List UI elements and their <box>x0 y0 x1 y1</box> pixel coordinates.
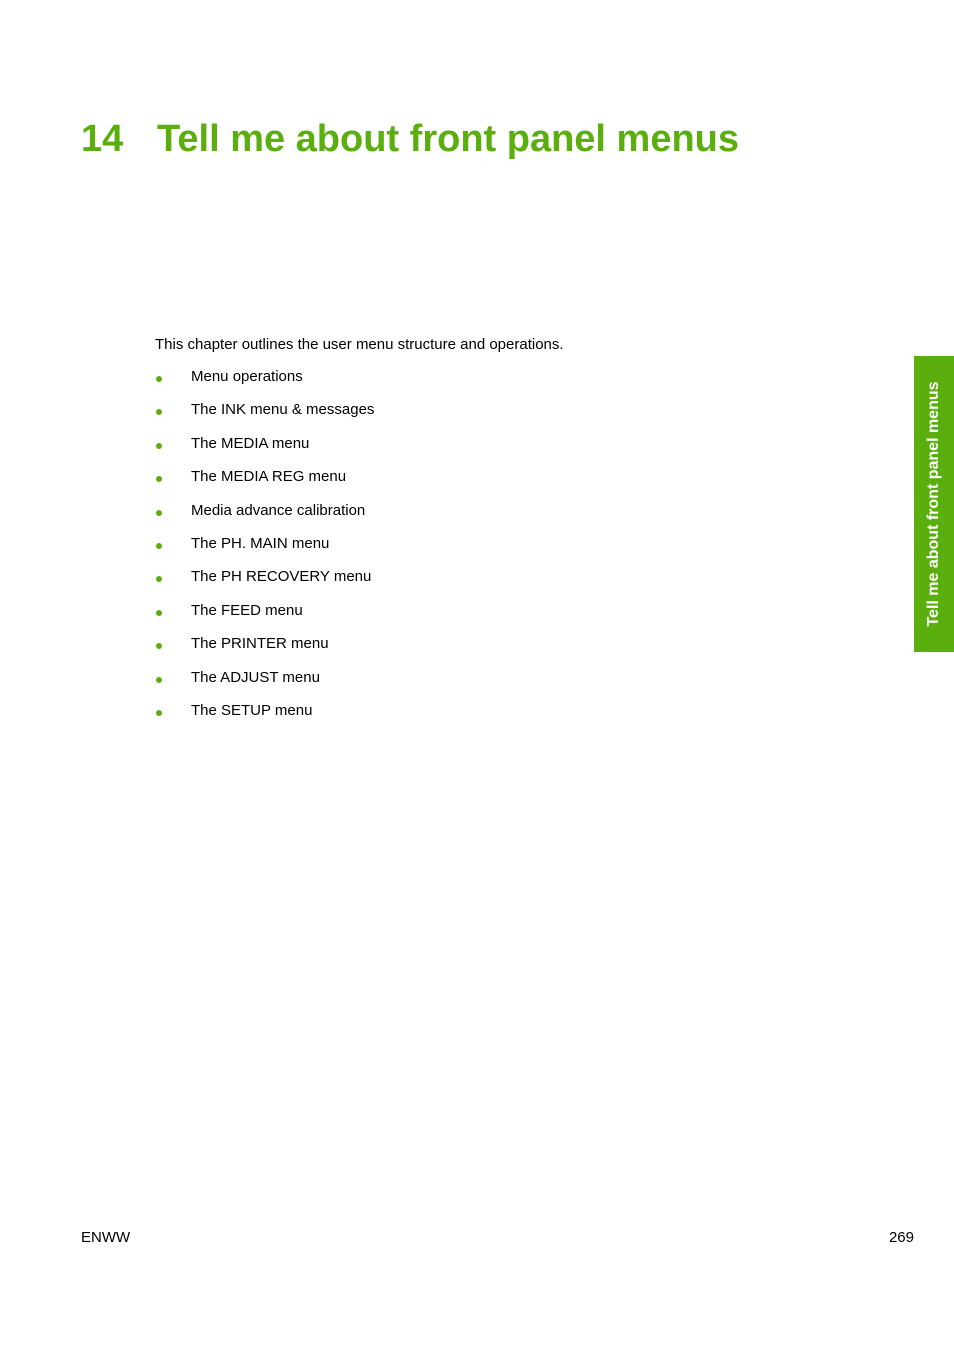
list-item-label: The PH RECOVERY menu <box>191 568 372 586</box>
bullet-icon <box>156 510 162 516</box>
chapter-number: 14 <box>81 118 124 160</box>
list-item-label: The PRINTER menu <box>191 635 329 653</box>
list-item[interactable] <box>155 566 374 599</box>
list-item[interactable] <box>155 433 374 466</box>
list-item-label: The PH. MAIN menu <box>191 534 330 552</box>
list-item-label: The FEED menu <box>191 601 303 619</box>
list-item[interactable] <box>155 466 374 499</box>
list-item-label: The SETUP menu <box>191 701 313 719</box>
list-item-label: The ADJUST menu <box>191 668 320 686</box>
chapter-side-tab <box>914 356 954 652</box>
list-item[interactable] <box>155 667 374 700</box>
list-item-label: The MEDIA REG menu <box>191 468 347 486</box>
bullet-icon <box>156 409 162 415</box>
bullet-icon <box>156 677 162 683</box>
bullet-icon <box>156 710 162 716</box>
side-tab-label: Tell me about front panel menus <box>925 381 942 627</box>
list-item[interactable] <box>155 366 374 399</box>
topic-list <box>155 366 374 733</box>
page-number: 269 <box>888 1229 914 1246</box>
list-item-label: The MEDIA menu <box>191 434 310 452</box>
bullet-icon <box>156 576 162 582</box>
list-item[interactable] <box>155 399 374 432</box>
bullet-icon <box>156 643 162 649</box>
list-item-label: The INK menu & messages <box>191 401 375 419</box>
bullet-icon <box>156 610 162 616</box>
chapter-title <box>81 112 739 166</box>
footer-label: ENWW <box>81 1229 131 1246</box>
list-item-label: Menu operations <box>191 368 303 385</box>
list-item-label: Media advance calibration <box>191 501 366 519</box>
intro-paragraph: This chapter outlines the user menu structure and operations. <box>155 336 564 353</box>
list-item[interactable] <box>155 533 374 566</box>
list-item[interactable] <box>155 633 374 666</box>
bullet-icon <box>156 443 162 449</box>
list-item[interactable] <box>155 500 374 533</box>
list-item[interactable] <box>155 600 374 633</box>
bullet-icon <box>156 476 162 482</box>
chapter-title-text: Tell me about front panel menus <box>157 118 740 160</box>
list-item[interactable] <box>155 700 374 733</box>
bullet-icon <box>156 543 162 549</box>
bullet-icon <box>156 376 162 382</box>
